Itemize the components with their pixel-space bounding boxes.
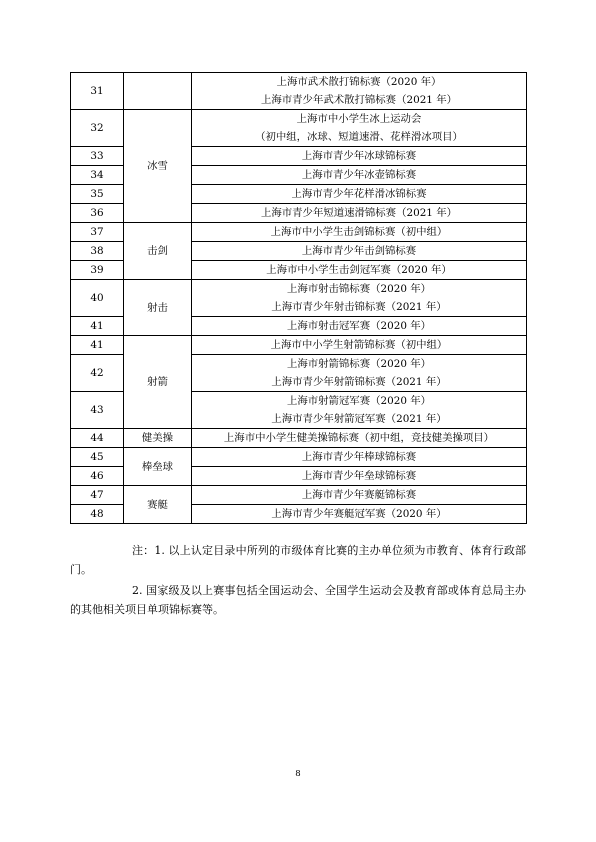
- table-row: [71, 429, 527, 448]
- competition-line: 上海市射箭冠军赛（2020 年）: [286, 395, 432, 407]
- competition-name: 上海市中小学生健美操锦标赛（初中组，竞技健美操项目）: [192, 429, 527, 448]
- competition-name: 上海市青少年冰壶锦标赛: [192, 166, 527, 185]
- competition-line: 上海市青少年射箭锦标赛（2021 年）: [271, 376, 447, 388]
- category-cell: 击剑: [124, 223, 192, 280]
- competition-name: 上海市青少年击剑锦标赛: [192, 242, 527, 261]
- competition-line: 上海市中小学生冰上运动会: [296, 113, 422, 125]
- category-cell: 冰雪: [124, 110, 192, 223]
- competition-line: 上海市青少年射击锦标赛（2021 年）: [271, 301, 447, 313]
- category-cell: 射箭: [124, 336, 192, 429]
- table-row: [71, 110, 527, 147]
- row-number: 48: [71, 505, 124, 524]
- competition-line: 上海市青少年武术散打锦标赛（2021 年）: [261, 94, 457, 106]
- competition-name: 上海市青少年花样滑冰锦标赛: [192, 185, 527, 204]
- row-number: 41: [71, 336, 124, 355]
- competition-name: [192, 355, 527, 392]
- competition-name: 上海市中小学生击剑冠军赛（2020 年）: [192, 261, 527, 280]
- row-number: 35: [71, 185, 124, 204]
- row-number: 47: [71, 486, 124, 505]
- page-number: 8: [295, 769, 301, 779]
- row-number: 43: [71, 392, 124, 429]
- competition-line: 上海市射箭锦标赛（2020 年）: [286, 358, 432, 370]
- competition-line: （初中组，冰球、短道速滑、花样滑冰项目）: [255, 131, 463, 143]
- note-1: 注：1. 以上认定目录中所列的市级体育比赛的主办单位须为市教育、体育行政部门。: [70, 544, 526, 576]
- row-number: 42: [71, 355, 124, 392]
- category-cell: 射击: [124, 280, 192, 336]
- row-number: 40: [71, 280, 124, 317]
- competition-name: 上海市中小学生击剑锦标赛（初中组）: [192, 223, 527, 242]
- row-number: 39: [71, 261, 124, 280]
- row-number: 36: [71, 204, 124, 223]
- note-2: 2. 国家级及以上赛事包括全国运动会、全国学生运动会及教育部或体育总局主办的其他相关项目单项锦标赛等。: [70, 584, 526, 616]
- table-row: [71, 223, 527, 242]
- row-number: 44: [71, 429, 124, 448]
- competition-line: 上海市武术散打锦标赛（2020 年）: [276, 76, 442, 88]
- competition-name: 上海市青少年赛艇冠军赛（2020 年）: [192, 505, 527, 524]
- row-number: 34: [71, 166, 124, 185]
- table-row: [71, 336, 527, 355]
- row-number: 33: [71, 147, 124, 166]
- competition-line: 上海市青少年射箭冠军赛（2021 年）: [271, 413, 447, 425]
- competition-name: 上海市中小学生射箭锦标赛（初中组）: [192, 336, 527, 355]
- category-cell: 健美操: [124, 429, 192, 448]
- competition-line: 上海市射击锦标赛（2020 年）: [286, 283, 432, 295]
- competition-table: [70, 72, 527, 524]
- competition-name: [192, 110, 527, 147]
- table-row: [71, 486, 527, 505]
- competition-name: 上海市射击冠军赛（2020 年）: [192, 317, 527, 336]
- competition-name: 上海市青少年棒球锦标赛: [192, 448, 527, 467]
- category-cell: 赛艇: [124, 486, 192, 524]
- competition-name: [192, 73, 527, 110]
- row-number: 41: [71, 317, 124, 336]
- category-cell: [124, 73, 192, 110]
- competition-name: 上海市青少年短道速滑锦标赛（2021 年）: [192, 204, 527, 223]
- table-row: [71, 448, 527, 467]
- row-number: 31: [71, 73, 124, 110]
- row-number: 32: [71, 110, 124, 147]
- competition-name: [192, 392, 527, 429]
- row-number: 38: [71, 242, 124, 261]
- row-number: 45: [71, 448, 124, 467]
- table-row: [71, 73, 527, 110]
- competition-name: 上海市青少年赛艇锦标赛: [192, 486, 527, 505]
- competition-name: 上海市青少年冰球锦标赛: [192, 147, 527, 166]
- row-number: 37: [71, 223, 124, 242]
- row-number: 46: [71, 467, 124, 486]
- table-row: [71, 280, 527, 317]
- category-cell: 棒垒球: [124, 448, 192, 486]
- competition-name: [192, 280, 527, 317]
- competition-name: 上海市青少年垒球锦标赛: [192, 467, 527, 486]
